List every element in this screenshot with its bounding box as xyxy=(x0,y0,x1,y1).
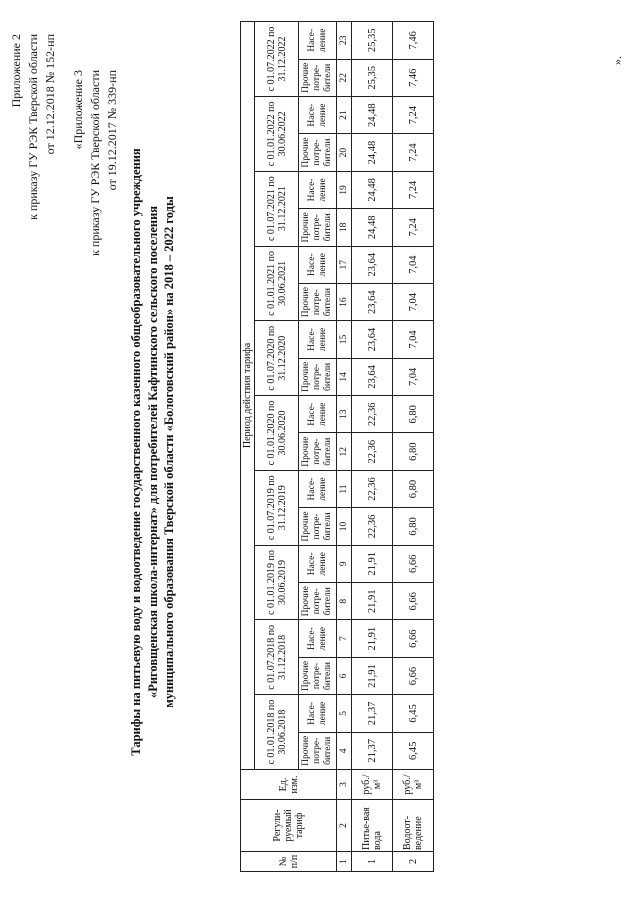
column-number: 20 xyxy=(337,134,352,171)
subheader-other-consumers: Прочие потре-бители xyxy=(299,59,337,96)
period-header: с 01.01.2019 по 30.06.2019 xyxy=(255,545,299,620)
period-header: с 01.07.2021 по 31.12.2021 xyxy=(255,171,299,246)
column-number: 13 xyxy=(337,396,352,433)
tariff-value: 25,35 xyxy=(352,21,393,59)
period-header: с 01.07.2018 по 31.12.2018 xyxy=(255,620,299,695)
column-number: 23 xyxy=(337,21,352,59)
tariff-value: 21,91 xyxy=(352,583,393,620)
tariff-value: 23,64 xyxy=(352,321,393,358)
subheader-population: Насе-ление xyxy=(299,545,337,582)
title-line1: Тарифы на питьевую воду и водоотведение государственного казенного общеобразовательного учреждения xyxy=(129,148,143,756)
subheader-other-consumers: Прочие потре-бители xyxy=(299,657,337,694)
subheader-other-consumers: Прочие потре-бители xyxy=(299,732,337,769)
header-unit: Ед. изм. xyxy=(241,770,337,800)
period-header: с 01.07.2022 по 31.12.2022 xyxy=(255,21,299,96)
period-header: с 01.01.2021 по 30.06.2021 xyxy=(255,246,299,321)
tariff-value: 6,80 xyxy=(393,396,434,433)
subheader-other-consumers: Прочие потре-бители xyxy=(299,358,337,395)
column-number: 16 xyxy=(337,283,352,320)
column-number: 8 xyxy=(337,583,352,620)
tariff-value: 22,36 xyxy=(352,433,393,470)
appendix-2-line2: к приказу ГУ РЭК Тверской области xyxy=(26,34,40,220)
table-body xyxy=(352,21,434,871)
tariff-value: 23,64 xyxy=(352,358,393,395)
tariff-value: 7,04 xyxy=(393,358,434,395)
column-number: 17 xyxy=(337,246,352,283)
subheader-other-consumers: Прочие потре-бители xyxy=(299,583,337,620)
subheader-population: Насе-ление xyxy=(299,620,337,657)
tariff-value: 7,24 xyxy=(393,171,434,208)
subheader-population: Насе-ление xyxy=(299,21,337,59)
column-number: 15 xyxy=(337,321,352,358)
column-number: 5 xyxy=(337,695,352,732)
document-title xyxy=(128,0,178,904)
column-number: 7 xyxy=(337,620,352,657)
header-tariff: Регули-руемый тариф xyxy=(241,800,337,852)
tariff-value: 6,80 xyxy=(393,508,434,545)
tariff-value: 21,37 xyxy=(352,695,393,732)
column-number: 9 xyxy=(337,545,352,582)
tariff-value: 6,45 xyxy=(393,732,434,769)
tariff-value: 21,91 xyxy=(352,620,393,657)
appendix-3-line3: от 19.12.2017 № 339-нп xyxy=(105,70,119,191)
row-tariff-name: Водоот-ведение xyxy=(393,800,434,852)
column-number: 14 xyxy=(337,358,352,395)
tariff-value: 6,45 xyxy=(393,695,434,732)
tariff-value: 21,91 xyxy=(352,545,393,582)
tariff-value: 22,36 xyxy=(352,396,393,433)
tariff-value: 24,48 xyxy=(352,171,393,208)
subheader-other-consumers: Прочие потре-бители xyxy=(299,433,337,470)
tariff-value: 7,46 xyxy=(393,59,434,96)
appendix-3-line2: к приказу ГУ РЭК Тверской области xyxy=(88,70,102,256)
period-header: с 01.01.2018 по 30.06.2018 xyxy=(255,695,299,770)
tariff-value: 6,66 xyxy=(393,620,434,657)
row-tariff-name: Питье-вая вода xyxy=(352,800,393,852)
row-no: 2 xyxy=(393,852,434,872)
column-number: 6 xyxy=(337,657,352,694)
column-number: 11 xyxy=(337,470,352,507)
subheader-population: Насе-ление xyxy=(299,96,337,133)
column-number: 1 xyxy=(337,852,352,872)
appendix-2-header xyxy=(8,34,59,294)
closing-mark: ». xyxy=(610,56,624,65)
header-period-label: Период действия тарифа xyxy=(241,21,255,769)
column-number: 2 xyxy=(337,800,352,852)
tariff-value: 23,64 xyxy=(352,246,393,283)
period-header: с 01.07.2020 по 31.12.2020 xyxy=(255,321,299,396)
table-subheader-row xyxy=(299,21,337,871)
subheader-other-consumers: Прочие потре-бители xyxy=(299,209,337,246)
column-number: 12 xyxy=(337,433,352,470)
tariff-value: 6,66 xyxy=(393,657,434,694)
title-line3: муниципального образования Тверской области «Бологовский район» на 2018 – 2022 годы xyxy=(162,196,176,708)
subheader-other-consumers: Прочие потре-бители xyxy=(299,283,337,320)
tariff-value: 7,46 xyxy=(393,21,434,59)
subheader-population: Насе-ление xyxy=(299,396,337,433)
tariff-value: 22,36 xyxy=(352,508,393,545)
tariff-value: 24,48 xyxy=(352,134,393,171)
appendix-2-line3: от 12.12.2018 № 152-нп xyxy=(43,34,57,155)
tariff-value: 24,48 xyxy=(352,96,393,133)
subheader-other-consumers: Прочие потре-бители xyxy=(299,508,337,545)
tariff-value: 7,24 xyxy=(393,134,434,171)
column-number: 4 xyxy=(337,732,352,769)
tariff-value: 23,64 xyxy=(352,283,393,320)
tariff-value: 21,91 xyxy=(352,657,393,694)
subheader-population: Насе-ление xyxy=(299,171,337,208)
row-unit: руб./м³ xyxy=(352,770,393,800)
tariff-value: 7,04 xyxy=(393,321,434,358)
column-number: 22 xyxy=(337,59,352,96)
tariff-value: 7,24 xyxy=(393,96,434,133)
tariff-table xyxy=(240,21,434,872)
tariff-value: 24,48 xyxy=(352,209,393,246)
tariff-value: 6,66 xyxy=(393,545,434,582)
table-periods-row xyxy=(255,21,299,871)
tariff-value: 6,66 xyxy=(393,583,434,620)
row-no: 1 xyxy=(352,852,393,872)
column-number: 10 xyxy=(337,508,352,545)
tariff-value: 7,24 xyxy=(393,209,434,246)
column-number: 18 xyxy=(337,209,352,246)
title-line2: «Риговщенская школа-интернат» для потребителей Кафтинского сельского поселения xyxy=(145,205,160,699)
column-number: 19 xyxy=(337,171,352,208)
tariff-value: 7,04 xyxy=(393,283,434,320)
subheader-population: Насе-ление xyxy=(299,246,337,283)
tariff-value: 6,80 xyxy=(393,470,434,507)
table-row xyxy=(393,21,434,871)
appendix-3-header xyxy=(70,70,121,330)
tariff-value: 21,37 xyxy=(352,732,393,769)
tariff-value: 6,80 xyxy=(393,433,434,470)
period-header: с 01.01.2022 по 30.06.2022 xyxy=(255,96,299,171)
tariff-value: 7,04 xyxy=(393,246,434,283)
table-column-numbers-row xyxy=(337,21,352,871)
subheader-population: Насе-ление xyxy=(299,321,337,358)
header-no: № п/п xyxy=(241,852,337,872)
row-unit: руб./м³ xyxy=(393,770,434,800)
tariff-value: 22,36 xyxy=(352,470,393,507)
appendix-2-line1: Приложение 2 xyxy=(9,34,23,108)
table-row xyxy=(352,21,393,871)
table-period-row xyxy=(241,21,255,871)
tariff-value: 25,35 xyxy=(352,59,393,96)
column-number: 3 xyxy=(337,770,352,800)
column-number: 21 xyxy=(337,96,352,133)
appendix-3-line1: «Приложение 3 xyxy=(71,70,85,150)
subheader-population: Насе-ление xyxy=(299,695,337,732)
period-header: с 01.07.2019 по 31.12.2019 xyxy=(255,470,299,545)
subheader-other-consumers: Прочие потре-бители xyxy=(299,134,337,171)
subheader-population: Насе-ление xyxy=(299,470,337,507)
period-header: с 01.01.2020 по 30.06.2020 xyxy=(255,396,299,471)
